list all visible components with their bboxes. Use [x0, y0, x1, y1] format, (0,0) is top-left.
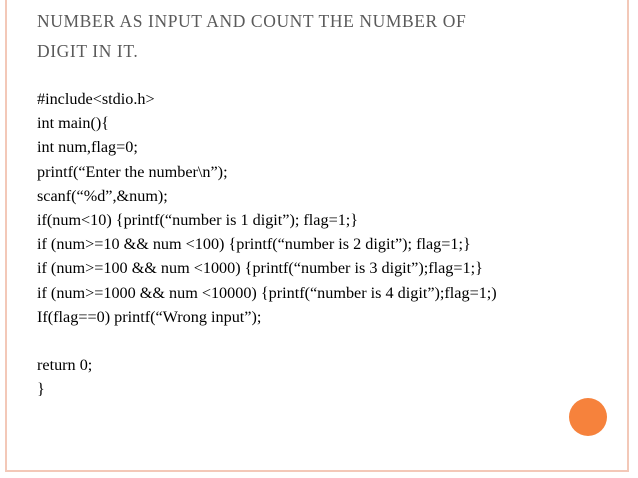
- code-line: printf(“Enter the number\n”);: [37, 162, 228, 181]
- code-line: if (num>=10 && num <100) {printf(“number is 2 digit”); flag=1;}: [37, 235, 471, 254]
- code-line-blank: [37, 329, 627, 353]
- slide-title: [37, 6, 597, 66]
- code-line: int num,flag=0;: [37, 138, 138, 157]
- code-line: if (num>=100 && num <1000) {printf(“number is 3 digit”);flag=1;}: [37, 259, 483, 278]
- code-line: int main(){: [37, 114, 110, 133]
- code-line: }: [37, 380, 45, 399]
- code-line: if(num<10) {printf(“number is 1 digit”); flag=1;}: [37, 210, 359, 229]
- title-line: NUMBER AS INPUT AND COUNT THE NUMBER OF: [37, 11, 467, 31]
- code-line: If(flag==0) printf(“Wrong input”);: [37, 307, 262, 326]
- accent-circle-icon: [569, 398, 607, 436]
- code-block: [37, 87, 627, 401]
- code-line: scanf(“%d”,&num);: [37, 186, 168, 205]
- code-line: return 0;: [37, 356, 93, 375]
- code-line: #include<stdio.h>: [37, 90, 155, 108]
- title-line: DIGIT IN IT.: [37, 41, 139, 61]
- code-line: if (num>=1000 && num <10000) {printf(“number is 4 digit”);flag=1;): [37, 283, 497, 302]
